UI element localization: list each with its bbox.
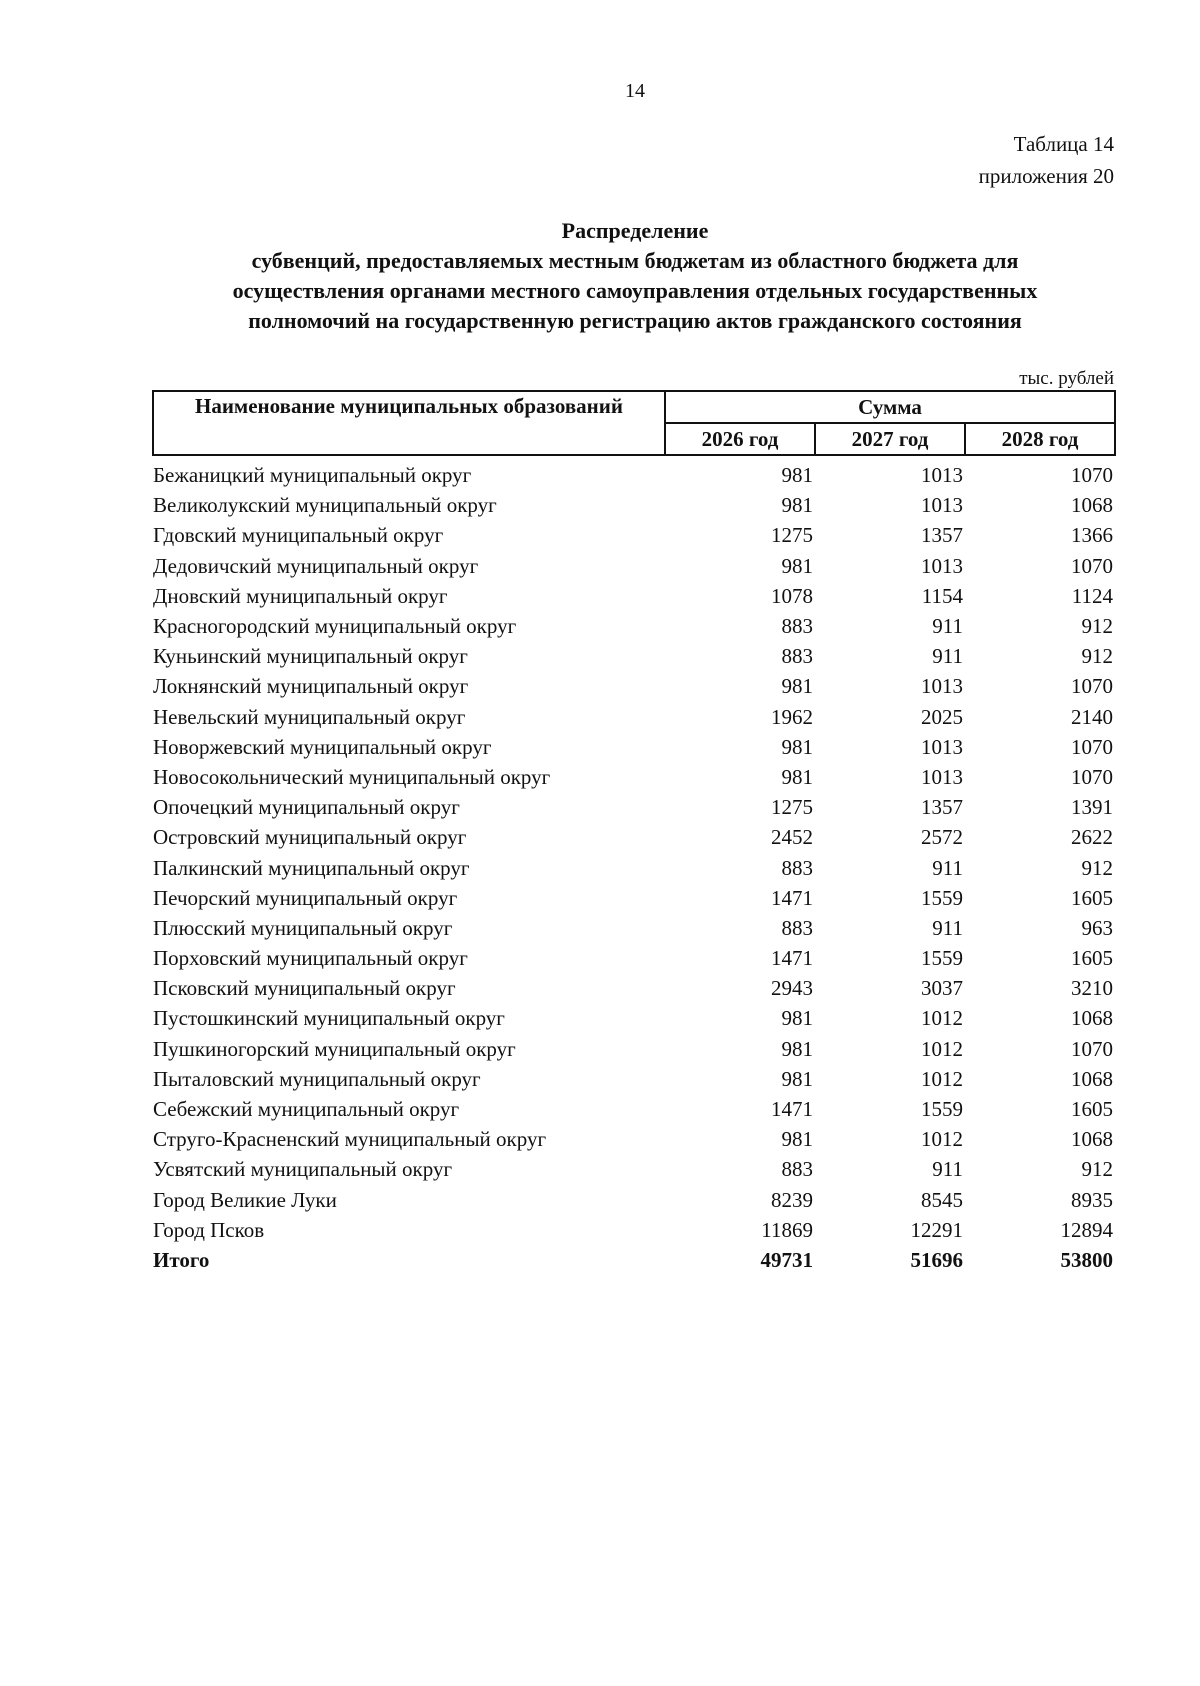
- value-2026: 1078: [771, 583, 813, 608]
- value-2027: 12291: [910, 1217, 963, 1242]
- value-2027: 1357: [921, 795, 963, 820]
- table-row: [153, 520, 1115, 550]
- value-2028: 1605: [1071, 1097, 1114, 1122]
- table-ref-line1: Таблица 14: [1013, 132, 1114, 156]
- total-2027: 51696: [910, 1247, 963, 1272]
- table-row: [153, 581, 1115, 611]
- table-row: [153, 611, 1115, 641]
- value-2026: 981: [781, 553, 813, 578]
- table-row: [153, 762, 1115, 792]
- municipality-name: Великолукский муниципальный округ: [153, 493, 497, 518]
- value-2027: 911: [932, 915, 963, 940]
- value-2026: 981: [781, 493, 813, 518]
- units-label: тыс. рублей: [1019, 368, 1114, 389]
- value-2026: 981: [781, 1036, 813, 1061]
- value-2026: 1471: [771, 885, 813, 910]
- municipality-name: Пушкиногорский муниципальный округ: [153, 1036, 516, 1061]
- table-row: [153, 913, 1115, 943]
- table-row: [153, 1094, 1115, 1124]
- value-2026: 1962: [771, 704, 813, 729]
- value-2027: 911: [932, 1157, 963, 1182]
- municipality-name: Островский муниципальный округ: [153, 825, 467, 850]
- municipality-name: Невельский муниципальный округ: [153, 704, 466, 729]
- municipality-name: Плюсский муниципальный округ: [153, 915, 453, 940]
- value-2026: 981: [781, 674, 813, 699]
- value-2028: 2140: [1071, 704, 1114, 729]
- value-2027: 1559: [921, 885, 963, 910]
- municipality-name: Псковский муниципальный округ: [153, 976, 456, 1001]
- title-line-2: субвенций, предоставляемых местным бюджетам из областного бюджета для: [251, 248, 1019, 273]
- value-2026: 11869: [761, 1217, 813, 1242]
- municipality-name: Струго-Красненский муниципальный округ: [153, 1127, 547, 1152]
- value-2026: 1471: [771, 1097, 813, 1122]
- municipality-name: Город Псков: [153, 1217, 265, 1242]
- value-2028: 1068: [1071, 493, 1114, 518]
- value-2027: 8545: [921, 1187, 963, 1212]
- table-row: [153, 1215, 1115, 1245]
- municipality-name: Город Великие Луки: [153, 1187, 337, 1212]
- value-2028: 912: [1081, 1157, 1114, 1182]
- title-line-3: осуществления органами местного самоуправления отдельных государственных: [232, 278, 1038, 303]
- table-row: [153, 1124, 1115, 1154]
- value-2028: 1070: [1071, 553, 1114, 578]
- table-row: [153, 1064, 1115, 1094]
- value-2026: 883: [781, 1157, 813, 1182]
- municipality-name: Гдовский муниципальный округ: [153, 523, 444, 548]
- table-ref-line2: приложения 20: [978, 164, 1114, 188]
- value-2026: 981: [781, 1006, 813, 1031]
- value-2027: 1013: [921, 764, 963, 789]
- value-2028: 1070: [1071, 1036, 1114, 1061]
- value-2028: 1070: [1071, 764, 1114, 789]
- value-2026: 1275: [771, 795, 813, 820]
- value-2028: 912: [1081, 644, 1114, 669]
- value-2026: 981: [781, 734, 813, 759]
- table-row: [153, 1154, 1115, 1184]
- value-2028: 1070: [1071, 674, 1114, 699]
- value-2026: 883: [781, 644, 813, 669]
- table-row: [153, 702, 1115, 732]
- value-2026: 2452: [771, 825, 813, 850]
- header-year-2027: 2027 год: [815, 423, 965, 455]
- value-2027: 1013: [921, 463, 963, 488]
- value-2027: 1012: [921, 1066, 963, 1091]
- municipality-name: Красногородский муниципальный округ: [153, 614, 517, 639]
- table-row: [153, 1003, 1115, 1033]
- value-2028: 8935: [1071, 1187, 1114, 1212]
- municipality-name: Дновский муниципальный округ: [153, 583, 448, 608]
- header-year-2028: 2028 год: [965, 423, 1115, 455]
- value-2028: 1070: [1071, 734, 1114, 759]
- total-2028: 53800: [1060, 1247, 1114, 1272]
- value-2028: 1068: [1071, 1127, 1114, 1152]
- value-2028: 2622: [1071, 825, 1114, 850]
- value-2027: 1012: [921, 1036, 963, 1061]
- municipality-name: Дедовичский муниципальный округ: [153, 553, 479, 578]
- value-2028: 1391: [1071, 795, 1114, 820]
- value-2028: 1068: [1071, 1066, 1114, 1091]
- value-2027: 911: [932, 855, 963, 880]
- value-2027: 1013: [921, 553, 963, 578]
- value-2026: 1471: [771, 946, 813, 971]
- value-2027: 911: [932, 644, 963, 669]
- value-2027: 1012: [921, 1127, 963, 1152]
- municipality-name: Пустошкинский муниципальный округ: [153, 1006, 505, 1031]
- total-2026: 49731: [760, 1247, 813, 1272]
- header-sum: Сумма: [665, 391, 1115, 423]
- municipality-name: Себежский муниципальный округ: [153, 1097, 460, 1122]
- subventions-table: [152, 390, 1116, 1275]
- municipality-name: Пыталовский муниципальный округ: [153, 1066, 481, 1091]
- table-row: [153, 455, 1115, 490]
- municipality-name: Куньинский муниципальный округ: [153, 644, 468, 669]
- value-2026: 1275: [771, 523, 813, 548]
- table-row: [153, 943, 1115, 973]
- value-2027: 1154: [921, 583, 963, 608]
- value-2027: 3037: [921, 976, 963, 1001]
- value-2028: 1605: [1071, 946, 1114, 971]
- table-row: [153, 551, 1115, 581]
- municipality-name: Локнянский муниципальный округ: [153, 674, 469, 699]
- value-2027: 911: [932, 614, 963, 639]
- municipality-name: Бежаницкий муниципальный округ: [153, 463, 472, 488]
- value-2028: 912: [1081, 855, 1114, 880]
- value-2026: 883: [781, 614, 813, 639]
- value-2027: 2025: [921, 704, 963, 729]
- document-title: [150, 216, 1120, 336]
- value-2026: 2943: [771, 976, 813, 1001]
- municipality-name: Палкинский муниципальный округ: [153, 855, 470, 880]
- value-2028: 1605: [1071, 885, 1114, 910]
- header-name: Наименование муниципальных образований: [153, 391, 665, 455]
- header-year-2026: 2026 год: [665, 423, 815, 455]
- value-2026: 981: [781, 1127, 813, 1152]
- table-row: [153, 732, 1115, 762]
- total-label: Итого: [153, 1247, 210, 1272]
- value-2028: 1366: [1071, 523, 1114, 548]
- table-row: [153, 883, 1115, 913]
- value-2027: 1559: [921, 946, 963, 971]
- value-2026: 981: [781, 764, 813, 789]
- value-2028: 912: [1081, 614, 1114, 639]
- value-2026: 883: [781, 915, 813, 940]
- title-line-4: полномочий на государственную регистрацию актов гражданского состояния: [248, 308, 1022, 333]
- municipality-name: Усвятский муниципальный округ: [153, 1157, 453, 1182]
- value-2027: 1012: [921, 1006, 963, 1031]
- title-line-1: Распределение: [561, 218, 709, 243]
- value-2027: 1559: [921, 1097, 963, 1122]
- value-2028: 1068: [1071, 1006, 1114, 1031]
- table-row: [153, 852, 1115, 882]
- page-number: 14: [625, 80, 645, 102]
- value-2028: 963: [1081, 915, 1114, 940]
- value-2026: 981: [781, 463, 813, 488]
- value-2028: 1070: [1071, 463, 1114, 488]
- value-2027: 2572: [921, 825, 963, 850]
- municipality-name: Новоржевский муниципальный округ: [153, 734, 492, 759]
- value-2027: 1013: [921, 734, 963, 759]
- table-row: [153, 1185, 1115, 1215]
- value-2027: 1013: [921, 493, 963, 518]
- municipality-name: Порховский муниципальный округ: [153, 946, 468, 971]
- table-reference: [979, 128, 1114, 192]
- value-2026: 981: [781, 1066, 813, 1091]
- value-2027: 1013: [921, 674, 963, 699]
- table-row: [153, 822, 1115, 852]
- table-row: [153, 973, 1115, 1003]
- table-row: [153, 641, 1115, 671]
- value-2026: 883: [781, 855, 813, 880]
- value-2028: 12894: [1060, 1217, 1114, 1242]
- municipality-name: Новосокольнический муниципальный округ: [153, 764, 551, 789]
- table-row: [153, 490, 1115, 520]
- value-2027: 1357: [921, 523, 963, 548]
- value-2026: 8239: [771, 1187, 813, 1212]
- table-row: [153, 792, 1115, 822]
- value-2028: 1124: [1071, 583, 1114, 608]
- municipality-name: Печорский муниципальный округ: [153, 885, 458, 910]
- municipality-name: Опочецкий муниципальный округ: [153, 795, 460, 820]
- total-row: [153, 1245, 1115, 1275]
- table-row: [153, 671, 1115, 701]
- value-2028: 3210: [1071, 976, 1114, 1001]
- table-row: [153, 1034, 1115, 1064]
